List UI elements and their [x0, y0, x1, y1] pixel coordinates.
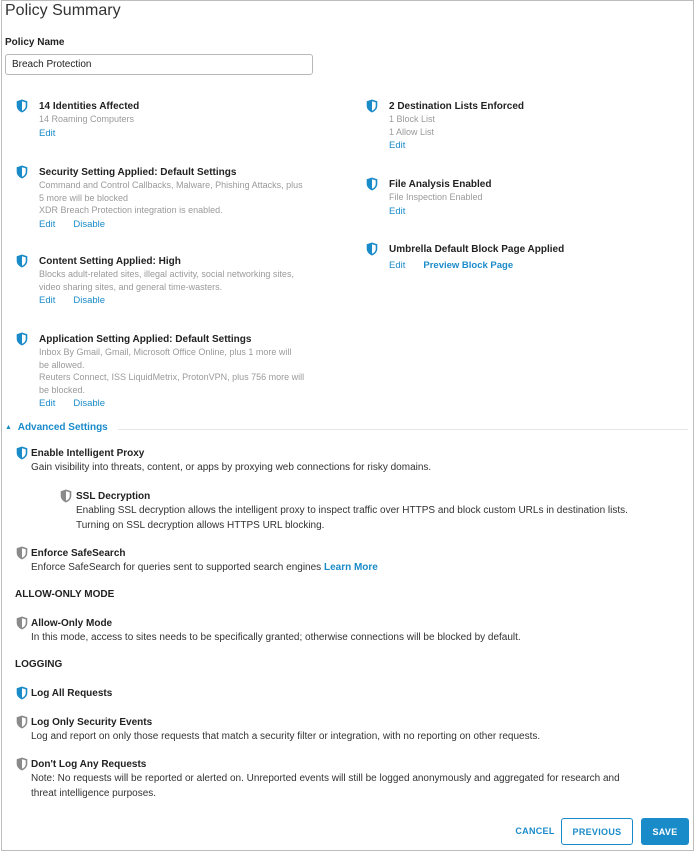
summary-detail: Command and Control Callbacks, Malware, Phishing Attacks, plus — [39, 180, 303, 190]
cancel-button[interactable]: CANCEL — [508, 818, 562, 844]
summary-file-analysis — [389, 178, 679, 218]
summary-identities — [39, 100, 339, 140]
dont-log-description-cont: threat intelligence purposes. — [31, 788, 157, 799]
ssl-decryption-note: Turning on SSL decryption allows HTTPS URL blocking. — [76, 520, 325, 531]
summary-detail: XDR Breach Protection integration is enabled. — [39, 205, 223, 215]
advanced-settings-toggle[interactable] — [5, 422, 108, 433]
log-all-requests-option[interactable]: Log All Requests — [31, 688, 113, 699]
advanced-settings-label: Advanced Settings — [17, 422, 108, 433]
summary-detail: be blocked. — [39, 384, 86, 395]
summary-application-setting — [39, 333, 339, 410]
log-security-events-description: Log and report on only those requests that match a security filter or integration, with no reporting on other requests. — [31, 731, 541, 742]
ssl-decryption-toggle[interactable]: SSL Decryption — [76, 491, 151, 502]
logging-heading: LOGGING — [15, 659, 63, 670]
ssl-decryption-description: Enabling SSL decryption allows the intelligent proxy to inspect traffic over HTTPS and block custom URLs in destination lists. — [76, 505, 628, 516]
summary-title: Umbrella Default Block Page Applied — [389, 244, 565, 255]
save-button[interactable]: SAVE — [641, 818, 689, 845]
shield-icon — [366, 242, 378, 256]
summary-detail: 14 Roaming Computers — [39, 114, 135, 124]
edit-content-link[interactable]: Edit — [39, 295, 56, 306]
shield-icon — [16, 715, 28, 729]
allow-only-toggle[interactable]: Allow-Only Mode — [31, 618, 113, 629]
disable-content-link[interactable]: Disable — [73, 295, 106, 306]
summary-detail: be allowed. — [39, 359, 85, 370]
learn-more-link[interactable]: Learn More — [323, 562, 378, 573]
divider — [118, 429, 688, 430]
safesearch-description — [31, 560, 378, 575]
disable-security-link[interactable]: Disable — [73, 218, 106, 230]
summary-detail: Reuters Connect, ISS LiquidMetrix, ProtonVPN, plus 756 more will — [39, 372, 305, 382]
edit-identities-link[interactable]: Edit — [39, 127, 56, 139]
summary-title: 14 Identities Affected — [39, 101, 140, 112]
shield-icon — [16, 546, 28, 560]
summary-title: Application Setting Applied: Default Settings — [39, 334, 252, 345]
dont-log-option[interactable]: Don't Log Any Requests — [31, 759, 147, 770]
summary-detail: video sharing sites, and general time-wasters. — [39, 281, 223, 292]
intelligent-proxy-toggle[interactable]: Enable Intelligent Proxy — [31, 448, 145, 459]
summary-detail: 1 Block List — [389, 114, 436, 124]
summary-title: 2 Destination Lists Enforced — [389, 101, 525, 112]
shield-icon — [16, 332, 28, 346]
preview-block-page-link[interactable]: Preview Block Page — [423, 260, 514, 271]
edit-block-page-link[interactable]: Edit — [389, 260, 406, 271]
summary-detail: 5 more will be blocked — [39, 192, 129, 203]
safesearch-text: Enforce SafeSearch for queries sent to supported search engines — [31, 562, 324, 573]
summary-detail: 1 Allow List — [389, 126, 435, 137]
summary-title: File Analysis Enabled — [389, 179, 492, 190]
disable-application-link[interactable]: Disable — [73, 398, 106, 409]
shield-icon — [16, 446, 28, 460]
shield-icon — [16, 99, 28, 113]
previous-button[interactable]: PREVIOUS — [561, 818, 633, 845]
edit-security-link[interactable]: Edit — [39, 218, 56, 230]
shield-icon — [16, 686, 28, 700]
shield-icon — [60, 489, 72, 503]
allow-only-heading: ALLOW-ONLY MODE — [15, 589, 115, 600]
shield-icon — [16, 757, 28, 771]
shield-icon — [16, 254, 28, 268]
summary-detail: Blocks adult-related sites, illegal activity, social networking sites, — [39, 269, 294, 279]
edit-application-link[interactable]: Edit — [39, 398, 56, 409]
summary-detail: File Inspection Enabled — [389, 192, 483, 202]
edit-destination-lists-link[interactable]: Edit — [389, 140, 406, 151]
summary-destination-lists — [389, 100, 679, 152]
shield-icon — [16, 616, 28, 630]
edit-file-analysis-link[interactable]: Edit — [389, 205, 406, 217]
shield-icon — [366, 177, 378, 191]
triangle-up-icon: ▲ — [5, 424, 12, 431]
page-title: Policy Summary — [5, 2, 121, 19]
intelligent-proxy-description: Gain visibility into threats, content, or apps by proxying web connections for risky domains. — [31, 462, 432, 473]
summary-content-setting — [39, 255, 339, 307]
log-security-events-option[interactable]: Log Only Security Events — [31, 717, 153, 728]
allow-only-description: In this mode, access to sites needs to be specifically granted; otherwise connections will be blocked by default. — [31, 632, 521, 643]
summary-security-setting — [39, 166, 339, 231]
summary-title: Security Setting Applied: Default Settings — [39, 167, 237, 178]
summary-block-page — [389, 243, 679, 272]
summary-detail: Inbox By Gmail, Gmail, Microsoft Office Online, plus 1 more will — [39, 347, 292, 357]
policy-name-label: Policy Name — [5, 37, 65, 48]
shield-icon — [366, 99, 378, 113]
safesearch-toggle[interactable]: Enforce SafeSearch — [31, 548, 126, 559]
policy-name-input[interactable] — [5, 54, 313, 75]
summary-title: Content Setting Applied: High — [39, 256, 181, 267]
dont-log-description: Note: No requests will be reported or alerted on. Unreported events will still be logged anonymously and aggregated for research and — [31, 773, 620, 784]
shield-icon — [16, 165, 28, 179]
